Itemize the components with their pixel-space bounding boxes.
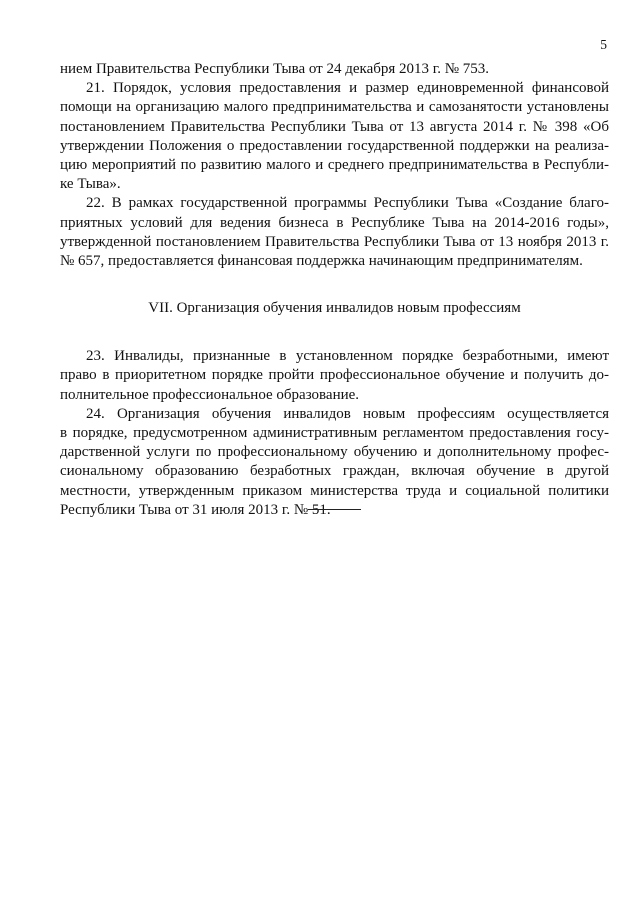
paragraph-24	[60, 405, 609, 520]
text-line: утверждении Положения о предоставлении государственной поддержки на реализа-	[60, 137, 609, 154]
text-line: утвержденной постановлением Правительства Республики Тыва от 13 ноября 2013 г.	[60, 233, 609, 250]
text-line: полнительное профессиональное образование.	[60, 386, 360, 403]
text-line: дарственной услуги по профессиональному обучению и дополнительному профес-	[60, 444, 609, 461]
text-line: нием Правительства Республики Тыва от 24 декабря 2013 г. № 753.	[60, 61, 490, 77]
text-line: постановлением Правительства Республики Тыва от 13 августа 2014 г. № 398 «Об	[60, 118, 609, 135]
paragraph-21	[60, 79, 609, 194]
end-separator-line	[308, 509, 361, 510]
section-heading: VII. Организация обучения инвалидов новым профессиям	[148, 300, 521, 317]
text-line: цию мероприятий по развитию малого и среднего предпринимательства в Республи-	[60, 156, 609, 173]
text-line: приятных условий для ведения бизнеса в Республике Тыва на 2014-2016 годы»,	[60, 214, 609, 231]
text-line: в порядке, предусмотренном административным регламентом предоставления госу-	[60, 425, 609, 441]
text-line: помощи на организацию малого предпринимательства и самозанятости установлены	[60, 99, 609, 116]
paragraph-23	[60, 347, 609, 405]
text-line: местности, утвержденным приказом министерства труда и социальной политики	[60, 482, 609, 499]
text-line: 23. Инвалиды, признанные в установленном порядке безработными, имеют	[86, 348, 609, 365]
text-line: право в приоритетном порядке пройти профессиональное обучение и получить до-	[60, 367, 609, 384]
text-line: Республики Тыва от 31 июля 2013 г. № 51.	[60, 501, 331, 518]
paragraph-22	[60, 194, 609, 271]
paragraph-20-tail	[60, 60, 609, 79]
text-line: ке Тыва».	[60, 176, 121, 193]
document-body	[60, 60, 609, 520]
page-number: 5	[600, 37, 607, 52]
text-line: 21. Порядок, условия предоставления и размер единовременной финансовой	[86, 80, 609, 97]
text-line: 24. Организация обучения инвалидов новым профессиям осуществляется	[86, 405, 609, 422]
text-line: № 657, предоставляется финансовая поддержка начинающим предпринимателям.	[60, 252, 583, 269]
text-line: 22. В рамках государственной программы Республики Тыва «Создание благо-	[86, 195, 609, 212]
text-line: сиональному образованию безработных граждан, включая обучение в другой	[60, 463, 609, 480]
